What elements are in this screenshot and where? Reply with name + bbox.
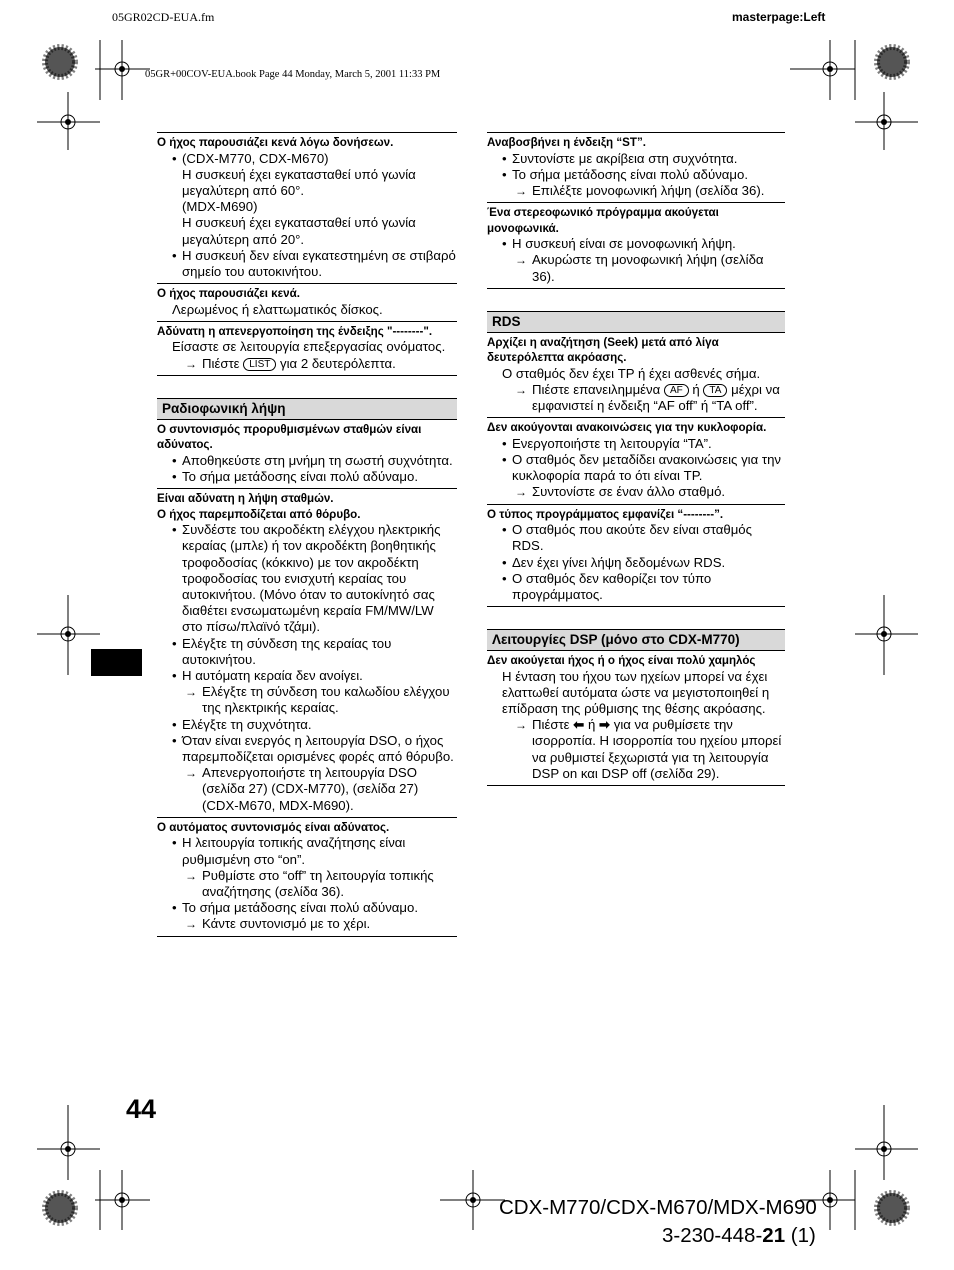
bullet-item: • Το σήμα μετάδοσης είναι πολύ αδύναμο. <box>487 167 785 183</box>
trouble-block <box>487 333 785 418</box>
bullet-item: • Ο σταθμός δεν καθορίζει τον τύπο προγράμματος. <box>487 571 785 603</box>
arrow-left-icon: ⬅ <box>573 717 585 733</box>
remedy-line: → Πιέστε LIST για 2 δευτερόλεπτα. <box>157 356 457 372</box>
left-column <box>157 132 457 937</box>
list-button-glyph: LIST <box>243 358 276 371</box>
problem-heading: Δεν ακούγεται ήχος ή ο ήχος είναι πολύ χαμηλός <box>487 654 756 668</box>
section-heading-dsp: Λειτουργίες DSP (μόνο στο CDX-M770) <box>487 629 785 651</box>
bullet-item: • (CDX-M770, CDX-M670) Η συσκευή έχει εγκατασταθεί υπό γωνία μεγαλύτερη από 60°. (MDX-M690) Η συσκευή έχει εγκατασταθεί υπό γωνία μεγαλύτερη από 20°. <box>157 151 457 248</box>
section-heading-rds: RDS <box>487 311 785 333</box>
right-column <box>487 132 785 786</box>
cause-text: Ο σταθμός δεν έχει TP ή έχει ασθενές σήμα. <box>502 365 761 381</box>
cause-text: Λερωμένος ή ελαττωματικός δίσκος. <box>172 301 383 317</box>
page-number: 44 <box>126 1094 157 1124</box>
model-numbers: CDX-M770/CDX-M670/MDX-M690 <box>499 1196 817 1219</box>
problem-heading: Ένα στερεοφωνικό πρόγραμμα ακούγεται μονοφωνικά. <box>487 206 719 235</box>
problem-heading: Ο ήχος παρεμποδίζεται από θόρυβο. <box>157 507 361 521</box>
problem-heading: Αναβοσβήνει η ένδειξη “ST”. <box>487 136 646 149</box>
trouble-block <box>487 504 785 608</box>
header-masterpage: masterpage:Left <box>732 10 826 24</box>
problem-heading: Ο συντονισμός προρυθμισμένων σταθμών είναι αδύνατος. <box>157 422 422 452</box>
bullet-item: • Το σήμα μετάδοσης είναι πολύ αδύναμο. <box>157 900 457 916</box>
trouble-block <box>157 817 457 937</box>
trouble-block <box>487 132 785 202</box>
bullet-item: • Συνδέστε του ακροδέκτη ελέγχου ηλεκτρικής κεραίας (μπλε) ή τον ακροδέκτη βοηθητικής τροφοδοσίας (κόκκινο) με τον ακροδέκτη τροφοδοσίας του ενισχυτή κεραίας του αυτοκινήτου. (Μόνο όταν το αυτοκίνητό σας διαθέτει ενσωματωμένη κεραία FM/MW/LW στο πίσω/πλαϊνό τζάμι). <box>157 522 457 635</box>
remedy-line: → Πιέστε επανειλημμένα AF ή TA μέχρι να εμφανιστεί η ένδειξη “AF off” ή “TA off”. <box>487 382 785 414</box>
trouble-block <box>487 202 785 289</box>
problem-heading: Ο ήχος παρουσιάζει κενά. <box>157 287 300 301</box>
header-book-info: 05GR+00COV-EUA.book Page 44 Monday, March 5, 2001 11:33 PM <box>145 69 441 80</box>
problem-heading: Δεν ακούγονται ανακοινώσεις για την κυκλοφορία. <box>487 421 767 435</box>
cause-text: Είσαστε σε λειτουργία επεξεργασίας ονόματος. <box>172 339 446 355</box>
bullet-item: • Όταν είναι ενεργός η λειτουργία DSO, ο ήχος παρεμποδίζεται ορισμένες φορές από θόρυβο. <box>157 733 457 765</box>
trouble-block <box>157 283 457 321</box>
bullet-item: • Η λειτουργία τοπικής αναζήτησης είναι ρυθμισμένη στο “on”. <box>157 835 457 867</box>
problem-heading: Αδύνατη η απενεργοποίηση της ένδειξης "--------". <box>157 324 433 338</box>
bullet-item: • Αποθηκεύστε στη μνήμη τη σωστή συχνότητα. <box>157 453 457 469</box>
trouble-block <box>157 132 457 283</box>
remedy-line: → Ρυθμίστε στο “off” τη λειτουργία τοπικής αναζήτησης (σελίδα 36). <box>157 868 457 900</box>
bullet-item: • Το σήμα μετάδοσης είναι πολύ αδύναμο. <box>157 469 457 485</box>
arrow-right-icon: ➡ <box>598 717 611 733</box>
bullet-item: • Ελέγξτε τη σύνδεση της κεραίας του αυτοκινήτου. <box>157 636 457 668</box>
trouble-block <box>157 420 457 488</box>
bullet-item: • Δεν έχει γίνει λήψη δεδομένων RDS. <box>487 555 785 571</box>
bullet-item: • Συντονίστε με ακρίβεια στη συχνότητα. <box>487 151 785 167</box>
trouble-block <box>157 321 457 376</box>
problem-heading: Αρχίζει η αναζήτηση (Seek) μετά από λίγα δευτερόλεπτα ακρόασης. <box>487 335 719 365</box>
header-filename: 05GR02CD-EUA.fm <box>112 10 215 24</box>
trouble-block <box>487 651 785 786</box>
remedy-line: → Πιέστε ⬅ ή ➡ για να ρυθμίσετε την ισορροπία. Η ισορροπία του ηχείου μπορεί να ρυθμιστεί ξεχωριστά για τη λειτουργία DSP on και DSP off (σελίδα 29). <box>487 717 785 782</box>
trouble-block <box>157 488 457 817</box>
problem-heading: Ο ήχος παρουσιάζει κενά λόγω δονήσεων. <box>157 136 394 149</box>
remedy-line: → Απενεργοποιήστε τη λειτουργία DSO (σελίδα 27) (CDX-M770), (σελίδα 27) (CDX-M670, MDX-M690). <box>157 765 457 814</box>
section-tab <box>91 649 142 676</box>
problem-heading: Ο αυτόματος συντονισμός είναι αδύνατος. <box>157 820 390 834</box>
bullet-item: • Η αυτόματη κεραία δεν ανοίγει. <box>157 668 457 684</box>
remedy-line: → Κάντε συντονισμό με το χέρι. <box>157 916 457 932</box>
remedy-line: → Επιλέξτε μονοφωνική λήψη (σελίδα 36). <box>487 183 785 199</box>
cause-text: Η ένταση του ήχου των ηχείων μπορεί να έχει ελαττωθεί αυτόματα ώστε να μεγιστοποιηθεί η επίδραση της ρύθμισης της θέσης ακρόασης. <box>502 668 770 717</box>
trouble-block <box>487 417 785 503</box>
bullet-item: • Ενεργοποιήστε τη λειτουργία “TA”. <box>487 436 785 452</box>
af-button-glyph: AF <box>664 384 689 397</box>
remedy-line: → Ακυρώστε τη μονοφωνική λήψη (σελίδα 36). <box>487 252 785 284</box>
problem-heading: Ο τύπος προγράμματος εμφανίζει “--------”. <box>487 507 724 521</box>
bullet-item: • Η συσκευή δεν είναι εγκατεστημένη σε στιβαρό σημείο του αυτοκινήτου. <box>157 248 457 280</box>
bullet-item: • Ο σταθμός δεν μεταδίδει ανακοινώσεις για την κυκλοφορία παρά το ότι είναι TP. <box>487 452 785 484</box>
bullet-item: • Ο σταθμός που ακούτε δεν είναι σταθμός RDS. <box>487 522 785 554</box>
section-heading-radio: Ραδιοφωνική λήψη <box>157 398 457 420</box>
ta-button-glyph: TA <box>703 384 727 397</box>
part-code: 3-230-448-21 (1) <box>662 1224 816 1247</box>
bullet-item: • Η συσκευή είναι σε μονοφωνική λήψη. <box>487 236 785 252</box>
problem-heading: Είναι αδύνατη η λήψη σταθμών. <box>157 492 334 506</box>
remedy-line: → Συντονίστε σε έναν άλλο σταθμό. <box>487 484 785 500</box>
bullet-item: • Ελέγξτε τη συχνότητα. <box>157 717 457 733</box>
remedy-line: → Ελέγξτε τη σύνδεση του καλωδίου ελέγχου της ηλεκτρικής κεραίας. <box>157 684 457 716</box>
